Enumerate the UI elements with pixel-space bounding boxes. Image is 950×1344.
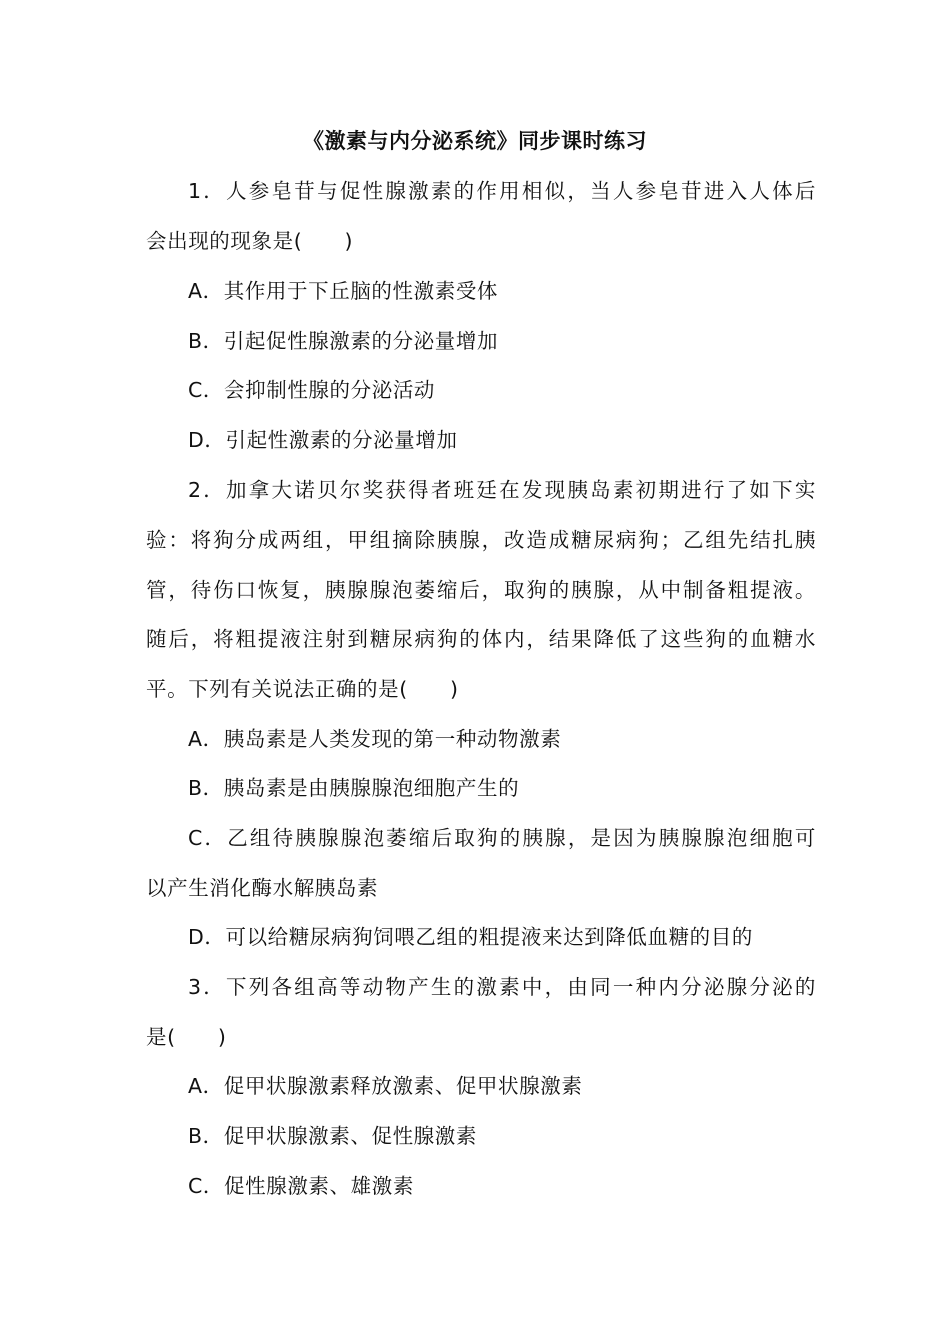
question-2-option-d: D．可以给糖尿病狗饲喂乙组的粗提液来达到降低血糖的目的 bbox=[188, 925, 753, 949]
question-3-stem-line-1: 3．下列各组高等动物产生的激素中，由同一种内分泌腺分泌的 bbox=[188, 975, 816, 999]
question-3-option-c: C．促性腺激素、雄激素 bbox=[188, 1174, 414, 1198]
question-2-option-c-line-2: 以产生消化酶水解胰岛素 bbox=[146, 876, 379, 900]
question-3-option-b: B．促甲状腺激素、促性腺激素 bbox=[188, 1124, 477, 1148]
question-2-stem-line-1: 2．加拿大诺贝尔奖获得者班廷在发现胰岛素初期进行了如下实 bbox=[188, 478, 816, 502]
question-2-option-a: A．胰岛素是人类发现的第一种动物激素 bbox=[188, 727, 562, 751]
question-1-option-d: D．引起性激素的分泌量增加 bbox=[188, 428, 458, 452]
question-1-option-a: A．其作用于下丘脑的性激素受体 bbox=[188, 279, 499, 303]
question-2-stem-line-2: 验：将狗分成两组，甲组摘除胰腺，改造成糖尿病狗；乙组先结扎胰 bbox=[146, 528, 816, 552]
question-1-stem-line-1: 1．人参皂苷与促性腺激素的作用相似，当人参皂苷进入人体后 bbox=[188, 179, 816, 203]
question-2-stem-line-5: 平。下列有关说法正确的是( ) bbox=[146, 677, 459, 701]
question-2-option-b: B．胰岛素是由胰腺腺泡细胞产生的 bbox=[188, 776, 520, 800]
question-2-stem-line-4: 随后，将粗提液注射到糖尿病狗的体内，结果降低了这些狗的血糖水 bbox=[146, 627, 816, 651]
question-2-stem-line-3: 管，待伤口恢复，胰腺腺泡萎缩后，取狗的胰腺，从中制备粗提液。 bbox=[146, 578, 816, 602]
question-3-stem-line-2: 是( ) bbox=[146, 1025, 227, 1049]
document-title: 《激素与内分泌系统》同步课时练习 bbox=[303, 129, 647, 153]
question-3-option-a: A．促甲状腺激素释放激素、促甲状腺激素 bbox=[188, 1074, 583, 1098]
question-1-option-b: B．引起促性腺激素的分泌量增加 bbox=[188, 329, 499, 353]
question-1-stem-line-2: 会出现的现象是( ) bbox=[146, 229, 354, 253]
question-2-option-c-line-1: C．乙组待胰腺腺泡萎缩后取狗的胰腺，是因为胰腺腺泡细胞可 bbox=[188, 826, 816, 850]
question-1-option-c: C．会抑制性腺的分泌活动 bbox=[188, 378, 436, 402]
